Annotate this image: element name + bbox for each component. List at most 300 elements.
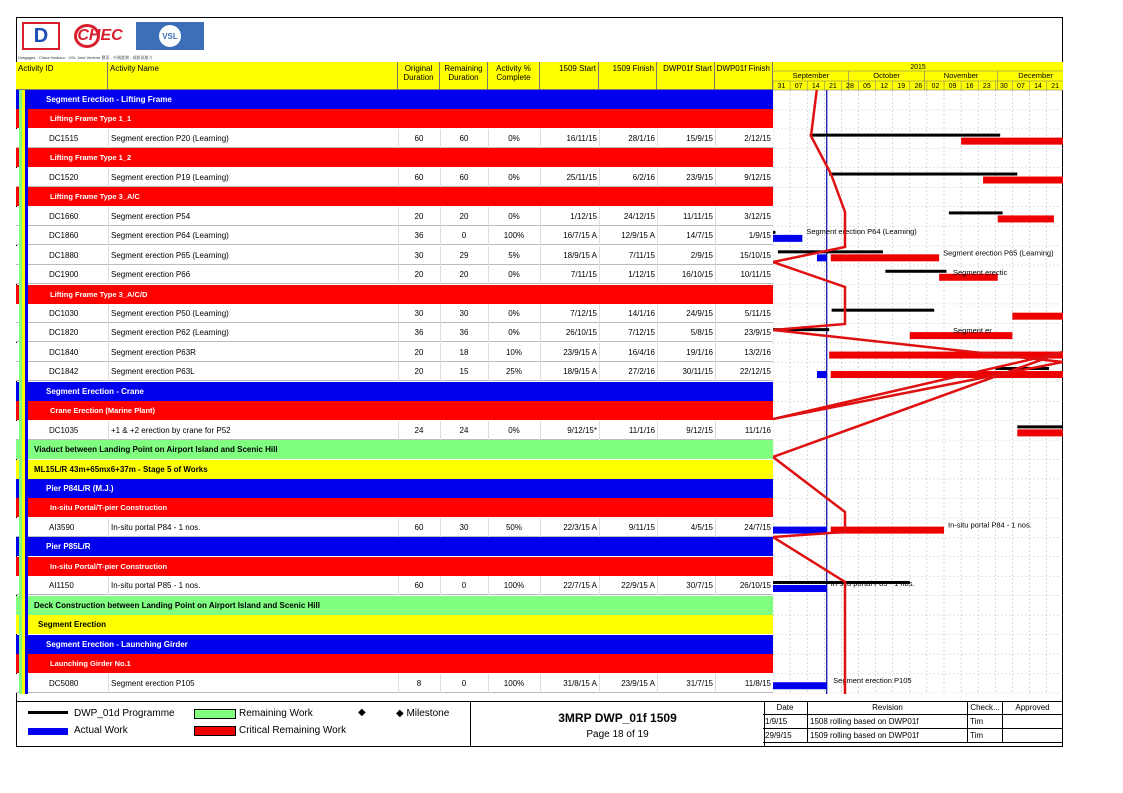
cell-od: 20 [414, 347, 424, 357]
cell-divider [540, 421, 541, 440]
cell-divider [398, 674, 399, 693]
cell-fdwp: 2/12/15 [744, 133, 771, 143]
cell-divider [440, 343, 441, 362]
cell-divider [599, 576, 600, 595]
cell-divider [398, 323, 399, 342]
cell-pc: 0% [508, 308, 520, 318]
group-header-label: Lifting Frame Type 1_1 [50, 114, 132, 124]
cell-od: 60 [414, 133, 424, 143]
column-header-rd: Remaining Duration [440, 62, 488, 90]
revision-cell-rev: 1508 rolling based on DWP01f [808, 715, 968, 729]
group-header-red [16, 285, 773, 304]
cell-divider [398, 343, 399, 362]
cell-divider [398, 265, 399, 284]
column-header-pc: Activity % Complete [488, 62, 540, 90]
group-header-label: Pier P84L/R (M.J.) [46, 484, 114, 493]
critical-bar [831, 371, 1063, 378]
cell-s1509: 9/12/15* [567, 425, 597, 435]
timeline-week: 26 [914, 83, 923, 90]
cell-od: 36 [414, 328, 424, 338]
cell-name: In-situ portal P85 - 1 nos. [111, 581, 201, 591]
cell-divider [540, 168, 541, 187]
cell-f1509: 28/1/16 [628, 133, 655, 143]
group-header-blue [16, 382, 773, 401]
cell-divider [715, 246, 716, 265]
group-header-label: Segment Erection - Crane [46, 386, 144, 396]
jv-caption: Dragages - China Harbour - VSL Joint Venture 寶嘉 - 中國港灣 - 威勝預應力 [18, 55, 153, 60]
cell-name: In-situ portal P84 - 1 nos. [111, 522, 201, 532]
cell-divider [440, 304, 441, 323]
cell-id: DC1880 [49, 250, 79, 260]
cell-fdwp: 9/12/15 [744, 172, 771, 182]
timeline-week: 21 [1051, 83, 1060, 90]
cell-divider [657, 421, 658, 440]
cell-id: DC1860 [49, 231, 79, 241]
cell-divider [108, 207, 109, 226]
cell-fdwp: 3/12/15 [744, 211, 771, 221]
table-row [16, 304, 773, 323]
cell-divider [398, 362, 399, 381]
cell-s1509: 7/12/15 [570, 308, 597, 318]
column-header-name: Activity Name [108, 62, 398, 90]
group-header-blue [16, 537, 773, 556]
cell-s1509: 16/7/15 A [563, 231, 597, 241]
cell-od: 20 [414, 367, 424, 377]
cell-divider [540, 246, 541, 265]
cell-name: Segment erection P105 [111, 678, 195, 688]
legend-milestone-label: ◆ Milestone [396, 708, 450, 719]
cell-pc: 25% [505, 367, 522, 377]
cell-divider [715, 207, 716, 226]
cell-divider [488, 129, 489, 148]
cell-divider [440, 323, 441, 342]
cell-divider [108, 129, 109, 148]
cell-s1509: 7/11/15 [570, 270, 597, 280]
group-header-label: Pier P85L/R [46, 542, 91, 552]
cell-divider [440, 207, 441, 226]
cell-f1509: 22/9/15 A [621, 581, 655, 591]
cell-sdwp: 5/8/15 [690, 328, 713, 338]
table-row [16, 265, 773, 284]
cell-divider [108, 168, 109, 187]
legend-remaining-label: Remaining Work [239, 708, 313, 719]
cell-divider [398, 304, 399, 323]
cell-rd: 0 [461, 581, 467, 591]
timeline-week: 07 [794, 83, 803, 90]
actual-bar [773, 682, 827, 689]
cell-fdwp: 23/9/15 [744, 328, 771, 338]
cell-rd: 0 [461, 678, 467, 688]
cell-s1509: 26/10/15 [565, 328, 597, 338]
cell-sdwp: 11/11/15 [683, 211, 713, 221]
cell-divider [108, 323, 109, 342]
critical-bar [983, 177, 1063, 184]
cell-id: DC1840 [49, 347, 79, 357]
cell-fdwp: 10/11/15 [740, 270, 771, 280]
cell-divider [657, 226, 658, 245]
cell-divider [488, 576, 489, 595]
cell-divider [440, 168, 441, 187]
cell-divider [540, 207, 541, 226]
cell-divider [657, 129, 658, 148]
cell-divider [440, 576, 441, 595]
cell-s1509: 25/11/15 [566, 172, 597, 182]
table-row [16, 362, 773, 381]
cell-s1509: 22/3/15 A [563, 522, 597, 532]
cell-od: 20 [414, 211, 424, 221]
milestone-icon: ◆ [358, 707, 366, 718]
baseline-bar [1017, 425, 1063, 428]
cell-divider [108, 674, 109, 693]
cell-name: Segment erection P19 (Learning) [111, 172, 229, 182]
cell-id: DC1660 [49, 211, 79, 221]
group-header-label: ML15L/R 43m+65mx6+37m - Stage 5 of Works [34, 464, 208, 474]
cell-divider [599, 304, 600, 323]
bar-label: Segment erectic [953, 267, 1008, 277]
critical-bar [1017, 429, 1063, 436]
cell-divider [108, 304, 109, 323]
cell-f1509: 7/11/15 [628, 250, 655, 260]
group-header-label: Lifting Frame Type 3_A/C/D [50, 289, 148, 299]
cell-divider [540, 129, 541, 148]
chec-logo [71, 22, 129, 50]
cell-name: Segment erection P54 [111, 211, 191, 221]
group-header-red [16, 498, 773, 517]
cell-sdwp: 19/1/16 [686, 347, 713, 357]
cell-divider [657, 362, 658, 381]
table-row [16, 207, 773, 226]
timeline-week: 19 [897, 83, 906, 90]
cell-f1509: 16/4/16 [628, 347, 655, 357]
baseline-bar [773, 231, 775, 234]
gantt-chart [773, 62, 1063, 694]
group-header-label: Viaduct between Landing Point on Airport Island and Scenic Hill [34, 445, 278, 455]
cell-sdwp: 24/9/15 [686, 308, 713, 318]
group-header-blue [16, 635, 773, 654]
cell-divider [398, 421, 399, 440]
cell-pc: 0% [508, 425, 520, 435]
cell-sdwp: 30/11/15 [682, 367, 713, 377]
cell-divider [440, 265, 441, 284]
timeline-month: October [873, 71, 900, 80]
cell-fdwp: 11/8/15 [744, 678, 771, 688]
table-row [16, 343, 773, 362]
cell-id: AI1150 [49, 581, 74, 591]
cell-divider [488, 304, 489, 323]
cell-divider [440, 518, 441, 537]
timeline-week: 21 [828, 83, 837, 90]
cell-name: Segment erection P62 (Learning) [111, 328, 229, 338]
group-header-red [16, 187, 773, 206]
cell-id: DC1820 [49, 328, 79, 338]
cell-divider [398, 207, 399, 226]
cell-divider [715, 168, 716, 187]
cell-od: 36 [414, 231, 424, 241]
cell-divider [488, 226, 489, 245]
group-header-yellow [16, 460, 773, 479]
bar-label: In-situ portal P84 - 1 nos. [948, 520, 1032, 530]
left-strip-blue [25, 90, 28, 694]
revision-cell-check: Tim [968, 729, 1003, 743]
cell-divider [657, 265, 658, 284]
cell-divider [488, 421, 489, 440]
cell-divider [657, 674, 658, 693]
table-row [16, 246, 773, 265]
baseline-bar [885, 270, 946, 273]
cell-divider [488, 265, 489, 284]
gantt-svg [773, 62, 1063, 694]
cell-divider [440, 421, 441, 440]
cell-id: DC1520 [49, 172, 79, 182]
cell-divider [657, 168, 658, 187]
column-header-s1509: 1509 Start [540, 62, 599, 90]
cell-pc: 0% [508, 270, 520, 280]
table-row [16, 168, 773, 187]
cell-divider [715, 343, 716, 362]
cell-divider [599, 226, 600, 245]
cell-divider [540, 576, 541, 595]
cell-sdwp: 16/10/15 [681, 270, 713, 280]
legend-critical-swatch [194, 726, 236, 736]
group-header-blue [16, 90, 773, 109]
legend-dwp-swatch [28, 711, 68, 714]
revision-cell-approved [1003, 715, 1063, 729]
cell-rd: 18 [459, 347, 469, 357]
legend-critical-label: Critical Remaining Work [239, 725, 347, 736]
cell-f1509: 12/9/15 A [621, 231, 655, 241]
timeline-week: 31 [777, 83, 786, 90]
timeline-week: 14 [1034, 83, 1042, 90]
cell-divider [540, 343, 541, 362]
cell-divider [398, 129, 399, 148]
revision-cell-date: 29/9/15 [763, 729, 808, 743]
cell-divider [108, 518, 109, 537]
cell-f1509: 14/1/16 [628, 308, 655, 318]
cell-s1509: 16/11/15 [566, 133, 597, 143]
group-header-label: Crane Erection (Marine Plant) [50, 406, 156, 416]
cell-rd: 20 [459, 211, 469, 221]
cell-sdwp: 15/9/15 [686, 133, 713, 143]
cell-pc: 10% [505, 347, 522, 357]
cell-id: DC1515 [49, 133, 79, 143]
table-row [16, 226, 773, 245]
cell-divider [715, 304, 716, 323]
page-number: Page 18 of 19 [586, 729, 649, 740]
cell-name: Segment erection P65 (Learning) [111, 250, 229, 260]
revision-header: Check... [968, 701, 1003, 715]
cell-sdwp: 9/12/15 [686, 425, 713, 435]
cell-name: Segment erection P63R [111, 347, 196, 357]
document-title: 3MRP DWP_01f 1509 [558, 711, 677, 725]
title-block [470, 701, 765, 747]
cell-divider [488, 518, 489, 537]
cell-divider [540, 304, 541, 323]
table-row [16, 421, 773, 440]
cell-id: DC1030 [49, 308, 79, 318]
cell-divider [599, 674, 600, 693]
group-header-label: Lifting Frame Type 3_A/C [50, 192, 140, 202]
cell-divider [599, 168, 600, 187]
group-header-yellow [16, 615, 773, 634]
group-header-label: Segment Erection - Lifting Frame [46, 95, 172, 104]
group-header-red [16, 401, 773, 420]
cell-pc: 0% [508, 211, 520, 221]
group-header-red [16, 109, 773, 128]
cell-divider [398, 576, 399, 595]
timeline-week: 12 [880, 83, 889, 90]
cell-divider [540, 674, 541, 693]
cell-divider [108, 226, 109, 245]
cell-id: AI3590 [49, 522, 75, 532]
cell-divider [398, 226, 399, 245]
cell-divider [599, 421, 600, 440]
cell-divider [440, 674, 441, 693]
cell-divider [488, 674, 489, 693]
cell-s1509: 18/9/15 A [563, 367, 597, 377]
chec-logo-text: CHEC [77, 27, 123, 44]
cell-divider [715, 421, 716, 440]
cell-pc: 100% [503, 678, 525, 688]
cell-f1509: 11/1/16 [628, 425, 655, 435]
cell-id: DC1035 [49, 425, 79, 435]
cell-name: Segment erection P63L [111, 367, 195, 377]
cell-divider [599, 323, 600, 342]
revision-cell-date: 1/9/15 [763, 715, 808, 729]
actual-bar [817, 371, 827, 378]
baseline-bar [829, 173, 1017, 176]
cell-rd: 24 [459, 425, 469, 435]
cell-divider [108, 265, 109, 284]
cell-pc: 100% [503, 581, 525, 591]
cell-od: 60 [414, 172, 424, 182]
actual-bar [773, 585, 827, 592]
timeline-month: December [1018, 71, 1053, 80]
group-header-green [16, 596, 773, 615]
bar-label: Segment erection P64 (Learning) [806, 226, 917, 236]
cell-divider [108, 343, 109, 362]
bar-label: In-situ portal P85 - 1 nos. [830, 578, 915, 588]
cell-od: 30 [414, 250, 424, 260]
table-row [16, 323, 773, 342]
cell-divider [715, 362, 716, 381]
cell-id: DC5080 [49, 678, 79, 688]
cell-divider [657, 518, 658, 537]
timeline-month: November [943, 71, 979, 80]
cell-f1509: 7/12/15 [628, 328, 655, 338]
critical-bar [831, 527, 944, 534]
column-header-od: Original Duration [398, 62, 440, 90]
cell-divider [715, 129, 716, 148]
cell-divider [599, 129, 600, 148]
cell-fdwp: 26/10/15 [739, 581, 771, 591]
baseline-bar [949, 211, 1003, 214]
cell-divider [657, 304, 658, 323]
cell-id: DC1900 [49, 270, 79, 280]
cell-s1509: 22/7/15 A [563, 581, 597, 591]
cell-divider [488, 207, 489, 226]
cell-f1509: 9/11/15 [628, 522, 655, 532]
timeline-month: September [792, 71, 830, 80]
baseline-bar [810, 134, 1001, 137]
bar-label: Segment erection P105 [833, 676, 912, 686]
cell-divider [488, 323, 489, 342]
cell-divider [715, 674, 716, 693]
cell-divider [440, 362, 441, 381]
cell-sdwp: 30/7/15 [686, 581, 713, 591]
cell-rd: 15 [459, 367, 469, 377]
cell-divider [599, 343, 600, 362]
cell-fdwp: 22/12/15 [739, 367, 771, 377]
critical-bar [961, 138, 1063, 145]
cell-pc: 0% [508, 172, 520, 182]
cell-divider [715, 576, 716, 595]
cell-f1509: 6/2/16 [632, 172, 655, 182]
cell-od: 60 [414, 522, 424, 532]
cell-divider [657, 343, 658, 362]
cell-divider [108, 576, 109, 595]
revision-header: Date [763, 701, 808, 715]
cell-name: Segment erection P66 [111, 270, 191, 280]
critical-bar [998, 215, 1054, 222]
table-row [16, 518, 773, 537]
cell-pc: 0% [508, 133, 520, 143]
legend-actual-label: Actual Work [74, 725, 128, 736]
cell-divider [488, 246, 489, 265]
group-header-red [16, 148, 773, 167]
cell-divider [108, 246, 109, 265]
cell-divider [440, 129, 441, 148]
cell-divider [540, 362, 541, 381]
group-header-label: In-situ Portal/T-pier Construction [50, 561, 168, 571]
group-header-label: Segment Erection [38, 620, 107, 630]
group-header-label: Deck Construction between Landing Point on Airport Island and Scenic Hill [34, 600, 320, 610]
cell-divider [599, 362, 600, 381]
column-header-fdwp: DWP01f Finish [715, 62, 773, 90]
cell-divider [599, 265, 600, 284]
cell-fdwp: 24/7/15 [744, 522, 771, 532]
cell-s1509: 18/9/15 A [563, 250, 597, 260]
table-row [16, 674, 773, 693]
legend-actual-swatch [28, 728, 68, 735]
cell-od: 20 [414, 270, 424, 280]
group-header-label: In-situ Portal/T-pier Construction [50, 503, 168, 513]
dragages-logo: D [22, 22, 60, 50]
cell-divider [108, 421, 109, 440]
cell-fdwp: 11/1/16 [744, 425, 771, 435]
cell-s1509: 31/8/15 A [563, 678, 597, 688]
cell-divider [599, 246, 600, 265]
cell-sdwp: 23/9/15 [686, 172, 713, 182]
cell-sdwp: 31/7/15 [686, 678, 713, 688]
critical-bar [831, 254, 939, 261]
cell-divider [657, 207, 658, 226]
cell-rd: 36 [459, 328, 469, 338]
cell-divider [540, 265, 541, 284]
revision-cell-approved [1003, 729, 1063, 743]
revision-cell-rev: 1509 rolling based on DWP01f [808, 729, 968, 743]
cell-rd: 60 [459, 172, 469, 182]
actual-bar [773, 235, 802, 242]
timeline-week: 23 [982, 83, 991, 90]
revision-header: Revision [808, 701, 968, 715]
cell-name: +1 & +2 erection by crane for P52 [111, 425, 231, 435]
vsl-logo [136, 22, 204, 50]
cell-rd: 60 [459, 133, 469, 143]
revision-header: Approved [1003, 701, 1063, 715]
timeline-week: 30 [999, 83, 1008, 90]
timeline-year: 2015 [910, 64, 926, 71]
cell-f1509: 24/12/15 [623, 211, 655, 221]
